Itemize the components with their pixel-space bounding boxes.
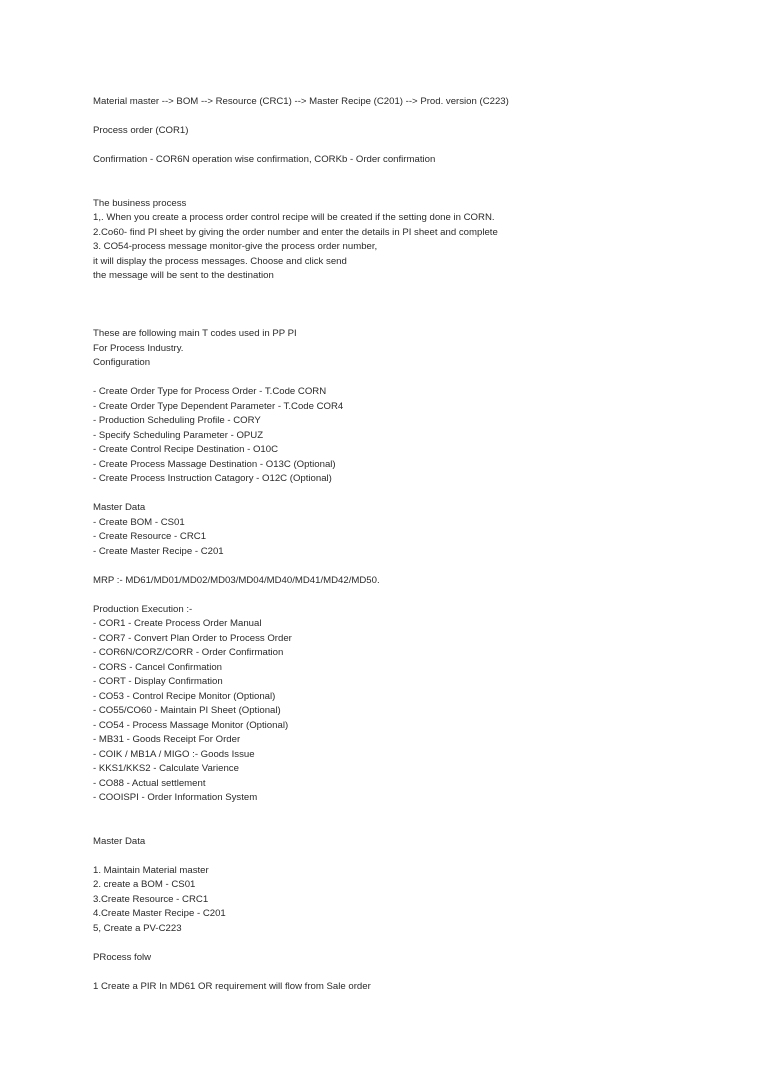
section-heading: Configuration (93, 357, 151, 368)
list-item: - CO55/CO60 - Maintain PI Sheet (Optional) (93, 705, 281, 716)
text-line: For Process Industry. (93, 343, 184, 354)
list-item: - Specify Scheduling Parameter - OPUZ (93, 430, 264, 441)
list-item: - CO88 - Actual settlement (93, 778, 206, 789)
list-item: - Create Control Recipe Destination - O10C (93, 444, 279, 455)
text-line: These are following main T codes used in PP PI (93, 328, 297, 339)
text-line: Confirmation - COR6N operation wise confirmation, CORKb - Order confirmation (93, 154, 436, 165)
text-line: the message will be sent to the destination (93, 270, 274, 281)
list-item: - Create Master Recipe - C201 (93, 546, 224, 557)
list-item: - CORT - Display Confirmation (93, 676, 223, 687)
list-item: - Create Process Massage Destination - O13C (Optional) (93, 459, 336, 470)
section-heading: PRocess folw (93, 952, 152, 963)
list-item: 4.Create Master Recipe - C201 (93, 908, 226, 919)
text-line: 1,. When you create a process order control recipe will be created if the setting done in CORN. (93, 212, 495, 223)
text-line: MRP :- MD61/MD01/MD02/MD03/MD04/MD40/MD41/MD42/MD50. (93, 575, 380, 586)
list-item: - KKS1/KKS2 - Calculate Varience (93, 763, 239, 774)
list-item: 3.Create Resource - CRC1 (93, 894, 209, 905)
list-item: - Create Process Instruction Catagory - O12C (Optional) (93, 473, 332, 484)
list-item: - CO54 - Process Massage Monitor (Optional) (93, 720, 289, 731)
section-heading: Master Data (93, 836, 146, 847)
list-item: - COR6N/CORZ/CORR - Order Confirmation (93, 647, 284, 658)
list-item: - Create BOM - CS01 (93, 517, 185, 528)
section-heading: Production Execution :- (93, 604, 193, 615)
list-item: - Production Scheduling Profile - CORY (93, 415, 261, 426)
list-item: - COIK / MB1A / MIGO :- Goods Issue (93, 749, 255, 760)
list-item: - COR7 - Convert Plan Order to Process Order (93, 633, 292, 644)
list-item: - COR1 - Create Process Order Manual (93, 618, 262, 629)
text-line: Material master --> BOM --> Resource (CRC1) --> Master Recipe (C201) --> Prod. version (C223) (93, 96, 509, 107)
section-heading: Master Data (93, 502, 146, 513)
list-item: - MB31 - Goods Receipt For Order (93, 734, 241, 745)
list-item: - CORS - Cancel Confirmation (93, 662, 223, 673)
list-item: - Create Resource - CRC1 (93, 531, 207, 542)
text-line: Process order (COR1) (93, 125, 189, 136)
section-heading: The business process (93, 198, 187, 209)
list-item: - CO53 - Control Recipe Monitor (Optional) (93, 691, 276, 702)
text-line: 3. CO54-process message monitor-give the process order number, (93, 241, 378, 252)
list-item: 5, Create a PV-C223 (93, 923, 182, 934)
list-item: - Create Order Type Dependent Parameter - T.Code COR4 (93, 401, 344, 412)
text-line: 1 Create a PIR In MD61 OR requirement will flow from Sale order (93, 981, 371, 992)
list-item: - COOISPI - Order Information System (93, 792, 258, 803)
text-line: it will display the process messages. Choose and click send (93, 256, 347, 267)
list-item: 1. Maintain Material master (93, 865, 209, 876)
list-item: - Create Order Type for Process Order - T.Code CORN (93, 386, 327, 397)
text-line: 2.Co60- find PI sheet by giving the order number and enter the details in PI sheet and complete (93, 227, 498, 238)
list-item: 2. create a BOM - CS01 (93, 879, 196, 890)
